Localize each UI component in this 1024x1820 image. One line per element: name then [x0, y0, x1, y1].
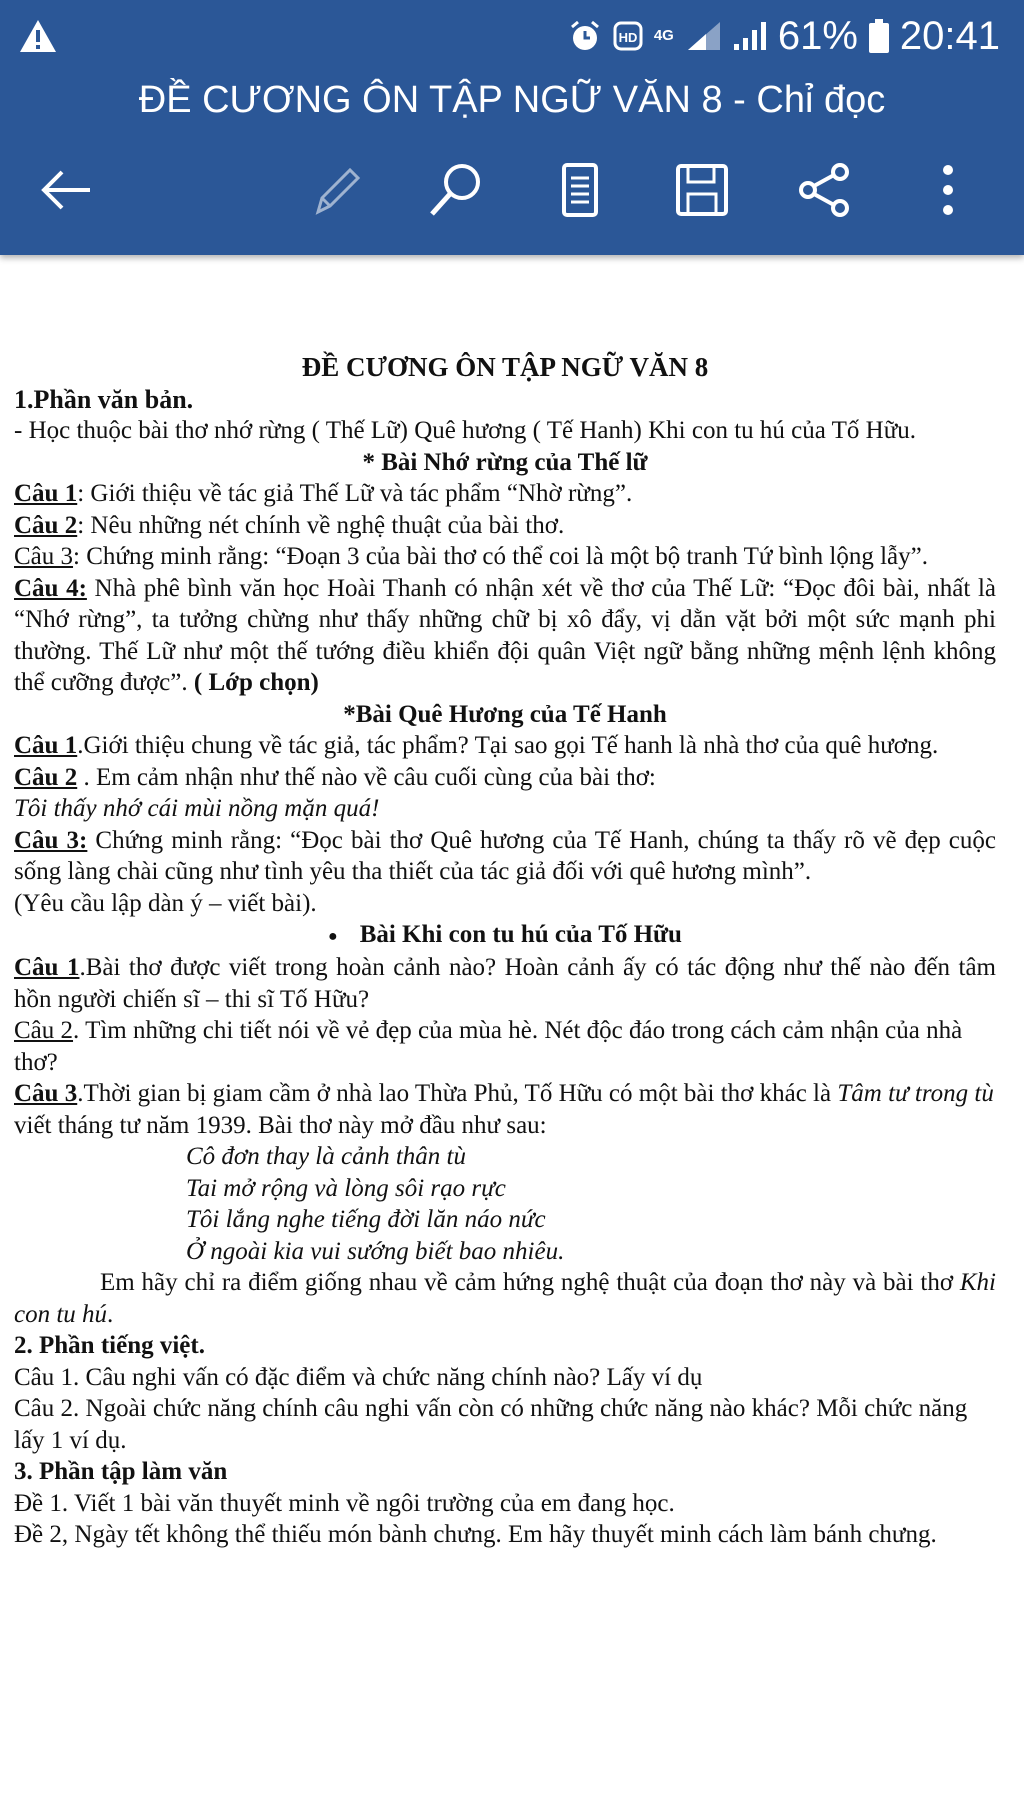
document-title: ĐỀ CƯƠNG ÔN TẬP NGỮ VĂN 8 - Chỉ đọc: [138, 79, 886, 121]
section-3-heading: 3. Phần tập làm văn: [14, 1458, 228, 1486]
search-icon[interactable]: [426, 160, 486, 220]
signal-icon: [732, 20, 768, 52]
question: Câu 1: Giới thiệu về tác giả Thế Lữ và tác phẩm “Nhờ rừng”.: [14, 480, 633, 507]
question: Câu 2. Tìm những chi tiết nói về vẻ đẹp của mùa hè. Nét độc đáo trong cách cảm nhận của nhà thơ?: [14, 1017, 963, 1076]
signal-icon: [686, 20, 722, 52]
clock: 20:41: [899, 13, 1000, 58]
hd-voice-icon: [612, 20, 644, 52]
network-type: 4G: [653, 27, 674, 44]
reading-view-icon[interactable]: [550, 160, 610, 220]
question: Câu 2: Nêu những nét chính về nghệ thuật của bài thơ.: [14, 511, 565, 539]
document-body: [14, 352, 996, 1551]
edit-pencil-icon[interactable]: [306, 160, 366, 220]
battery-percent: 61%: [777, 13, 858, 58]
question: Đề 2, Ngày tết không thể thiếu món bành chưng. Em hãy thuyết minh cách làm bánh chưng.: [14, 1521, 937, 1549]
battery-icon: [868, 18, 890, 54]
subsection-title: *Bài Quê Hương của Tế Hanh: [343, 700, 667, 728]
question: Câu 1.Giới thiệu chung về tác giả, tác phẩm? Tại sao gọi Tế hanh là nhà thơ của quê hương.: [14, 732, 939, 759]
question: Câu 3.Thời gian bị giam cầm ở nhà lao Thừa Phủ, Tố Hữu có một bài thơ khác là Tâm tư trong tù viết tháng tư năm 1939. Bài thơ này mở đầu như sau:: [14, 1080, 994, 1139]
svg-text:HD: HD: [618, 30, 638, 45]
subsection-title: * Bài Nhớ rừng của Thế lữ: [362, 448, 648, 476]
toolbar: [0, 140, 1024, 240]
app-bar: [0, 0, 1024, 255]
save-icon[interactable]: [672, 160, 732, 220]
question: Câu 3: Chứng minh rằng: “Đọc bài thơ Quê hương của Tế Hanh, chúng ta thấy rõ vẽ đẹp cuộc sống làng chài cũng như tình yêu tha thiết của tác giả đối với quê hương mình”.: [14, 826, 996, 885]
question-task: Em hãy chỉ ra điểm giống nhau về cảm hứng nghệ thuật của đoạn thơ này và bài thơ Khi con tu hú.: [14, 1269, 996, 1328]
question: Câu 2 . Em cảm nhận như thế nào về câu cuối cùng của bài thơ:: [14, 763, 656, 791]
question: Câu 4: Nhà phê bình văn học Hoài Thanh có nhận xét về thơ của Thế Lữ: “Đọc đôi bài, nhất là “Nhớ rừng”, ta tưởng chừng như thấy những chữ bị xô đẩy, vị dằn vặt bởi một sức mạnh phi thường. Thế Lữ như một thế tướng điều khiển đội quân Việt ngữ bằng những mệnh lệnh không thể cưỡng được”. ( Lớp chọn): [14, 574, 996, 696]
back-arrow-icon[interactable]: [36, 160, 96, 220]
section-1-heading: 1.Phần văn bản.: [14, 384, 194, 414]
section-2-heading: 2. Phần tiếng việt.: [14, 1332, 205, 1360]
intro-line: - Học thuộc bài thơ nhớ rừng ( Thế Lữ) Quê hương ( Tế Hanh) Khi con tu hú của Tố Hữu.: [14, 417, 917, 444]
doc-title: ĐỀ CƯƠNG ÔN TẬP NGỮ VĂN 8: [301, 352, 709, 382]
status-bar: [0, 0, 1024, 72]
poem-line: Tai mở rộng và lòng sôi rạo rực: [186, 1174, 506, 1202]
poem-line: Tôi lắng nghe tiếng đời lăn náo nức: [186, 1206, 546, 1234]
alarm-icon: [568, 19, 602, 53]
question: Câu 3: Chứng minh rằng: “Đoạn 3 của bài thơ có thể coi là một bộ tranh Tứ bình lộng lẫy”.: [14, 543, 928, 570]
poem-line: Ở ngoài kia vui sướng biết bao nhiêu.: [186, 1237, 565, 1265]
question: Câu 2. Ngoài chức năng chính câu nghi vấn còn có những chức năng nào khác? Mỗi chức năng lấy 1 ví dụ.: [14, 1395, 968, 1454]
subsection-title: ● Bài Khi con tu hú của Tố Hữu: [328, 921, 682, 948]
question: Câu 1. Câu nghi vấn có đặc điểm và chức năng chính nào? Lấy ví dụ: [14, 1363, 703, 1391]
warning-icon: [18, 18, 58, 59]
share-icon[interactable]: [794, 160, 854, 220]
quote: Tôi thấy nhớ cái mùi nồng mặn quá!: [14, 795, 380, 822]
note: (Yêu cầu lập dàn ý – viết bài).: [14, 889, 317, 917]
poem-line: Cô đơn thay là cảnh thân tù: [186, 1143, 466, 1171]
question: Câu 1.Bài thơ được viết trong hoàn cảnh nào? Hoàn cảnh ấy có tác động như thế nào đến tâm hồn người chiến sĩ – thi sĩ Tố Hữu?: [14, 954, 996, 1013]
more-options-icon[interactable]: [918, 160, 978, 220]
question: Đề 1. Viết 1 bài văn thuyết minh về ngôi trường của em đang học.: [14, 1489, 675, 1517]
